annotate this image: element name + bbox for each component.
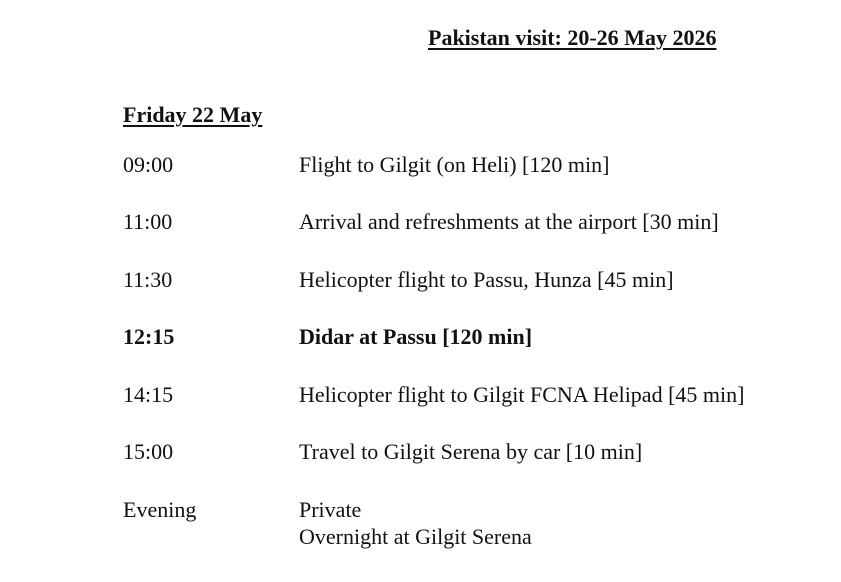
- schedule-description: Flight to Gilgit (on Heli) [120 min]: [299, 152, 610, 177]
- schedule-time: Evening: [123, 497, 197, 522]
- schedule-description: [299, 496, 532, 550]
- schedule-description-line: Overnight at Gilgit Serena: [299, 524, 532, 549]
- schedule-description-line: Private: [299, 497, 362, 522]
- day-heading: Friday 22 May: [123, 102, 263, 127]
- schedule-description: Arrival and refreshments at the airport [30 min]: [299, 209, 719, 234]
- schedule-description: Helicopter flight to Passu, Hunza [45 min]: [299, 267, 674, 292]
- schedule-time: 09:00: [123, 152, 174, 177]
- schedule-description: Didar at Passu [120 min]: [299, 324, 533, 349]
- schedule-time: 12:15: [123, 324, 175, 349]
- schedule-time: 15:00: [123, 439, 174, 464]
- schedule-description: Travel to Gilgit Serena by car [10 min]: [299, 439, 643, 464]
- schedule-time: 11:00: [123, 209, 173, 234]
- schedule-time: 11:30: [123, 267, 173, 292]
- schedule-time: 14:15: [123, 382, 174, 407]
- schedule-description: Helicopter flight to Gilgit FCNA Helipad [45 min]: [299, 382, 745, 407]
- document-title: Pakistan visit: 20-26 May 2026: [428, 25, 717, 50]
